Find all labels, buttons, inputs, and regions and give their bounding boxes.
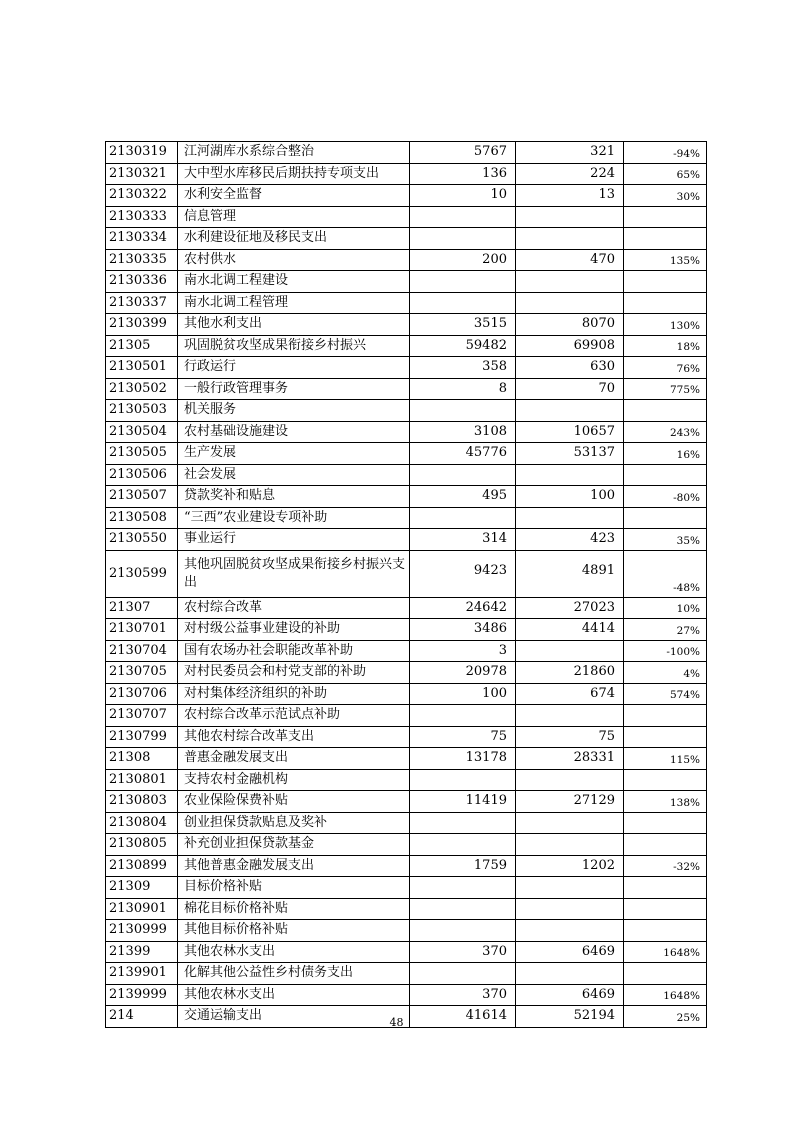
prior-year-value-cell <box>410 507 516 529</box>
prior-year-value-cell: 41614 <box>410 1006 516 1028</box>
item-code-cell: 2130504 <box>106 421 178 443</box>
table-row <box>106 898 707 920</box>
change-percent-cell: 138% <box>624 791 707 813</box>
change-percent-cell <box>624 292 707 314</box>
current-year-value-cell: 6469 <box>516 984 624 1006</box>
current-year-value-cell: 630 <box>516 357 624 379</box>
item-name-cell: 对村集体经济组织的补助 <box>178 683 410 705</box>
item-code-cell: 2130704 <box>106 640 178 662</box>
current-year-value-cell: 8070 <box>516 314 624 336</box>
table-row <box>106 443 707 465</box>
current-year-value-cell: 27023 <box>516 597 624 619</box>
change-percent-cell <box>624 228 707 250</box>
prior-year-value-cell: 10 <box>410 185 516 207</box>
prior-year-value-cell <box>410 898 516 920</box>
item-name-cell: 其他普惠金融发展支出 <box>178 855 410 877</box>
item-name-cell: 其他农村综合改革支出 <box>178 726 410 748</box>
table-row <box>106 206 707 228</box>
change-percent-cell: 1648% <box>624 984 707 1006</box>
table-row <box>106 464 707 486</box>
item-code-cell: 21305 <box>106 335 178 357</box>
change-percent-cell: 574% <box>624 683 707 705</box>
prior-year-value-cell: 8 <box>410 378 516 400</box>
item-name-cell: 社会发展 <box>178 464 410 486</box>
table-row <box>106 640 707 662</box>
prior-year-value-cell: 495 <box>410 486 516 508</box>
item-code-cell: 2130508 <box>106 507 178 529</box>
table-row <box>106 662 707 684</box>
prior-year-value-cell <box>410 812 516 834</box>
item-code-cell: 2130335 <box>106 249 178 271</box>
change-percent-cell: 76% <box>624 357 707 379</box>
current-year-value-cell: 27129 <box>516 791 624 813</box>
item-code-cell: 2130550 <box>106 529 178 551</box>
current-year-value-cell: 69908 <box>516 335 624 357</box>
change-percent-cell: 115% <box>624 748 707 770</box>
current-year-value-cell: 52194 <box>516 1006 624 1028</box>
table-row <box>106 748 707 770</box>
table-row <box>106 335 707 357</box>
change-percent-cell <box>624 963 707 985</box>
current-year-value-cell: 21860 <box>516 662 624 684</box>
current-year-value-cell: 13 <box>516 185 624 207</box>
current-year-value-cell <box>516 640 624 662</box>
change-percent-cell <box>624 705 707 727</box>
table-row <box>106 705 707 727</box>
current-year-value-cell: 4891 <box>516 550 624 597</box>
item-name-cell: 农村综合改革 <box>178 597 410 619</box>
prior-year-value-cell <box>410 769 516 791</box>
current-year-value-cell: 423 <box>516 529 624 551</box>
prior-year-value-cell <box>410 400 516 422</box>
item-code-cell: 2130701 <box>106 619 178 641</box>
change-percent-cell <box>624 464 707 486</box>
prior-year-value-cell: 75 <box>410 726 516 748</box>
current-year-value-cell <box>516 769 624 791</box>
table-row <box>106 963 707 985</box>
item-name-cell: 机关服务 <box>178 400 410 422</box>
current-year-value-cell <box>516 400 624 422</box>
item-code-cell: 2130803 <box>106 791 178 813</box>
item-name-cell: 创业担保贷款贴息及奖补 <box>178 812 410 834</box>
current-year-value-cell <box>516 206 624 228</box>
item-name-cell: 交通运输支出 <box>178 1006 410 1028</box>
change-percent-cell: 775% <box>624 378 707 400</box>
table-row <box>106 941 707 963</box>
prior-year-value-cell <box>410 464 516 486</box>
change-percent-cell: 18% <box>624 335 707 357</box>
item-code-cell: 2130599 <box>106 550 178 597</box>
table-row <box>106 249 707 271</box>
prior-year-value-cell: 100 <box>410 683 516 705</box>
item-code-cell: 2139999 <box>106 984 178 1006</box>
current-year-value-cell: 53137 <box>516 443 624 465</box>
item-name-cell: 水利建设征地及移民支出 <box>178 228 410 250</box>
change-percent-cell: 243% <box>624 421 707 443</box>
table-row <box>106 486 707 508</box>
item-code-cell: 2130707 <box>106 705 178 727</box>
item-name-cell: 江河湖库水系综合整治 <box>178 142 410 164</box>
table-row <box>106 142 707 164</box>
change-percent-cell: -80% <box>624 486 707 508</box>
current-year-value-cell <box>516 834 624 856</box>
item-code-cell: 2130805 <box>106 834 178 856</box>
table-row <box>106 163 707 185</box>
item-code-cell: 21308 <box>106 748 178 770</box>
prior-year-value-cell <box>410 705 516 727</box>
item-code-cell: 2130804 <box>106 812 178 834</box>
item-code-cell: 2130505 <box>106 443 178 465</box>
change-percent-cell: 130% <box>624 314 707 336</box>
change-percent-cell: 25% <box>624 1006 707 1028</box>
table-row <box>106 812 707 834</box>
item-name-cell: 对村级公益事业建设的补助 <box>178 619 410 641</box>
prior-year-value-cell: 9423 <box>410 550 516 597</box>
table-row <box>106 400 707 422</box>
table-row <box>106 271 707 293</box>
item-code-cell: 2139901 <box>106 963 178 985</box>
prior-year-value-cell: 3486 <box>410 619 516 641</box>
prior-year-value-cell <box>410 206 516 228</box>
item-code-cell: 2130999 <box>106 920 178 942</box>
item-name-cell: 信息管理 <box>178 206 410 228</box>
item-code-cell: 2130399 <box>106 314 178 336</box>
table-row <box>106 791 707 813</box>
change-percent-cell <box>624 271 707 293</box>
prior-year-value-cell: 200 <box>410 249 516 271</box>
item-name-cell: 其他巩固脱贫攻坚成果衔接乡村振兴支出 <box>178 550 410 597</box>
table-row <box>106 726 707 748</box>
item-name-cell: 生产发展 <box>178 443 410 465</box>
current-year-value-cell <box>516 920 624 942</box>
change-percent-cell <box>624 726 707 748</box>
item-code-cell: 2130336 <box>106 271 178 293</box>
change-percent-cell: 135% <box>624 249 707 271</box>
table-row <box>106 619 707 641</box>
table-row <box>106 228 707 250</box>
item-code-cell: 21309 <box>106 877 178 899</box>
prior-year-value-cell: 370 <box>410 941 516 963</box>
item-code-cell: 2130901 <box>106 898 178 920</box>
change-percent-cell: -32% <box>624 855 707 877</box>
item-code-cell: 21307 <box>106 597 178 619</box>
item-code-cell: 2130337 <box>106 292 178 314</box>
item-name-cell: 棉花目标价格补贴 <box>178 898 410 920</box>
prior-year-value-cell: 358 <box>410 357 516 379</box>
item-code-cell: 2130705 <box>106 662 178 684</box>
item-name-cell: 对村民委员会和村党支部的补助 <box>178 662 410 684</box>
change-percent-cell <box>624 920 707 942</box>
budget-table <box>105 141 707 1028</box>
item-code-cell: 2130501 <box>106 357 178 379</box>
table-row <box>106 984 707 1006</box>
item-code-cell: 2130334 <box>106 228 178 250</box>
prior-year-value-cell <box>410 963 516 985</box>
change-percent-cell: 1648% <box>624 941 707 963</box>
item-name-cell: 贷款奖补和贴息 <box>178 486 410 508</box>
item-code-cell: 2130799 <box>106 726 178 748</box>
table-row <box>106 769 707 791</box>
table-row <box>106 683 707 705</box>
change-percent-cell: -94% <box>624 142 707 164</box>
prior-year-value-cell: 370 <box>410 984 516 1006</box>
item-name-cell: 水利安全监督 <box>178 185 410 207</box>
item-name-cell: 农村基础设施建设 <box>178 421 410 443</box>
change-percent-cell: -100% <box>624 640 707 662</box>
item-code-cell: 2130506 <box>106 464 178 486</box>
current-year-value-cell: 28331 <box>516 748 624 770</box>
current-year-value-cell <box>516 705 624 727</box>
change-percent-cell <box>624 206 707 228</box>
item-code-cell: 2130333 <box>106 206 178 228</box>
item-name-cell: 国有农场办社会职能改革补助 <box>178 640 410 662</box>
table-row <box>106 185 707 207</box>
table-row <box>106 834 707 856</box>
item-code-cell: 21399 <box>106 941 178 963</box>
table-row <box>106 357 707 379</box>
table-row <box>106 597 707 619</box>
current-year-value-cell <box>516 292 624 314</box>
prior-year-value-cell <box>410 920 516 942</box>
change-percent-cell <box>624 898 707 920</box>
table-row <box>106 292 707 314</box>
item-name-cell: 农村综合改革示范试点补助 <box>178 705 410 727</box>
prior-year-value-cell: 13178 <box>410 748 516 770</box>
change-percent-cell <box>624 877 707 899</box>
current-year-value-cell: 321 <box>516 142 624 164</box>
prior-year-value-cell: 3 <box>410 640 516 662</box>
current-year-value-cell: 1202 <box>516 855 624 877</box>
table-body <box>106 142 707 1028</box>
prior-year-value-cell: 5767 <box>410 142 516 164</box>
item-name-cell: 其他目标价格补贴 <box>178 920 410 942</box>
current-year-value-cell: 4414 <box>516 619 624 641</box>
table-row <box>106 550 707 597</box>
table-row <box>106 314 707 336</box>
item-code-cell: 2130502 <box>106 378 178 400</box>
item-name-cell: 普惠金融发展支出 <box>178 748 410 770</box>
item-code-cell: 2130322 <box>106 185 178 207</box>
item-name-cell: “三西”农业建设专项补助 <box>178 507 410 529</box>
table-row <box>106 920 707 942</box>
item-name-cell: 行政运行 <box>178 357 410 379</box>
item-name-cell: 补充创业担保贷款基金 <box>178 834 410 856</box>
page-number: 48 <box>389 1016 404 1029</box>
table-row <box>106 378 707 400</box>
current-year-value-cell <box>516 507 624 529</box>
current-year-value-cell <box>516 877 624 899</box>
table-row <box>106 855 707 877</box>
item-name-cell: 目标价格补贴 <box>178 877 410 899</box>
item-name-cell: 支持农村金融机构 <box>178 769 410 791</box>
current-year-value-cell <box>516 228 624 250</box>
change-percent-cell: 30% <box>624 185 707 207</box>
current-year-value-cell: 10657 <box>516 421 624 443</box>
prior-year-value-cell: 3108 <box>410 421 516 443</box>
prior-year-value-cell: 24642 <box>410 597 516 619</box>
table-row <box>106 529 707 551</box>
item-code-cell: 2130801 <box>106 769 178 791</box>
item-name-cell: 农业保险保费补贴 <box>178 791 410 813</box>
item-code-cell: 2130899 <box>106 855 178 877</box>
current-year-value-cell <box>516 898 624 920</box>
current-year-value-cell <box>516 812 624 834</box>
current-year-value-cell <box>516 271 624 293</box>
item-code-cell: 2130507 <box>106 486 178 508</box>
table-row <box>106 421 707 443</box>
change-percent-cell: 27% <box>624 619 707 641</box>
change-percent-cell: 16% <box>624 443 707 465</box>
item-name-cell: 化解其他公益性乡村债务支出 <box>178 963 410 985</box>
prior-year-value-cell <box>410 834 516 856</box>
table-row <box>106 877 707 899</box>
prior-year-value-cell: 136 <box>410 163 516 185</box>
current-year-value-cell: 70 <box>516 378 624 400</box>
current-year-value-cell: 470 <box>516 249 624 271</box>
table-row <box>106 507 707 529</box>
item-name-cell: 大中型水库移民后期扶持专项支出 <box>178 163 410 185</box>
prior-year-value-cell <box>410 292 516 314</box>
item-name-cell: 农村供水 <box>178 249 410 271</box>
current-year-value-cell <box>516 963 624 985</box>
current-year-value-cell: 6469 <box>516 941 624 963</box>
prior-year-value-cell: 59482 <box>410 335 516 357</box>
change-percent-cell: 4% <box>624 662 707 684</box>
change-percent-cell <box>624 769 707 791</box>
change-percent-cell <box>624 834 707 856</box>
current-year-value-cell: 100 <box>516 486 624 508</box>
item-name-cell: 南水北调工程建设 <box>178 271 410 293</box>
change-percent-cell: -48% <box>624 550 707 597</box>
item-name-cell: 一般行政管理事务 <box>178 378 410 400</box>
item-code-cell: 214 <box>106 1006 178 1028</box>
prior-year-value-cell <box>410 877 516 899</box>
current-year-value-cell: 224 <box>516 163 624 185</box>
item-name-cell: 事业运行 <box>178 529 410 551</box>
current-year-value-cell: 75 <box>516 726 624 748</box>
change-percent-cell: 35% <box>624 529 707 551</box>
prior-year-value-cell <box>410 271 516 293</box>
item-code-cell: 2130319 <box>106 142 178 164</box>
item-code-cell: 2130321 <box>106 163 178 185</box>
item-name-cell: 其他农林水支出 <box>178 941 410 963</box>
prior-year-value-cell: 3515 <box>410 314 516 336</box>
change-percent-cell <box>624 400 707 422</box>
current-year-value-cell: 674 <box>516 683 624 705</box>
prior-year-value-cell: 11419 <box>410 791 516 813</box>
item-name-cell: 巩固脱贫攻坚成果衔接乡村振兴 <box>178 335 410 357</box>
item-code-cell: 2130706 <box>106 683 178 705</box>
prior-year-value-cell: 314 <box>410 529 516 551</box>
prior-year-value-cell: 45776 <box>410 443 516 465</box>
change-percent-cell: 10% <box>624 597 707 619</box>
prior-year-value-cell: 20978 <box>410 662 516 684</box>
item-name-cell: 其他农林水支出 <box>178 984 410 1006</box>
item-name-cell: 其他水利支出 <box>178 314 410 336</box>
item-code-cell: 2130503 <box>106 400 178 422</box>
prior-year-value-cell <box>410 228 516 250</box>
item-name-cell: 南水北调工程管理 <box>178 292 410 314</box>
change-percent-cell <box>624 812 707 834</box>
change-percent-cell <box>624 507 707 529</box>
prior-year-value-cell: 1759 <box>410 855 516 877</box>
change-percent-cell: 65% <box>624 163 707 185</box>
current-year-value-cell <box>516 464 624 486</box>
